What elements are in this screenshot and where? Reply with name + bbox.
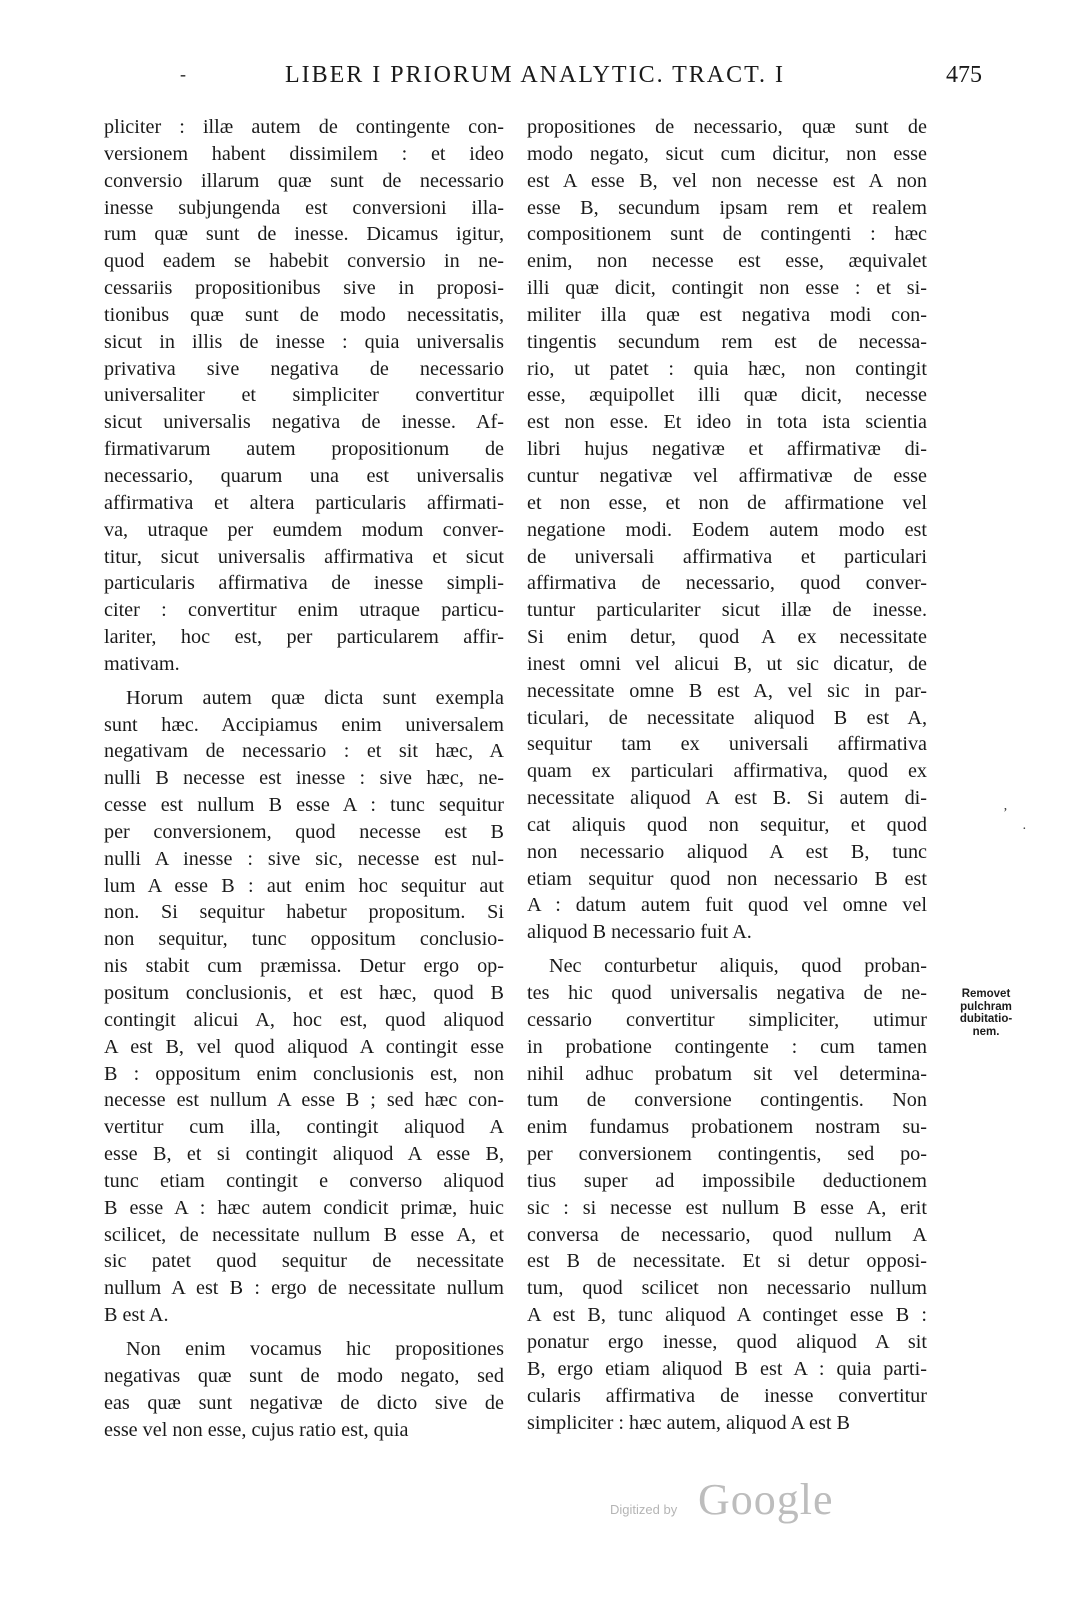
text-line: affirmativa et altera particularis affirmati- (104, 491, 504, 514)
text-line: cessario convertitur simpliciter, utimur (527, 1008, 927, 1031)
text-line: et non esse, et non de affirmatione vel (527, 491, 927, 514)
text-line: sunt hæc. Accipiamus enim universalem (104, 713, 504, 736)
text-line: universaliter et simpliciter convertitur (104, 384, 504, 407)
text-line: sic : si necesse est nullum B esse A, erit (527, 1196, 927, 1219)
text-line: nullum A est B : ergo de necessitate nullum (104, 1277, 504, 1300)
text-line: rum quæ sunt de inesse. Dicamus igitur, (104, 223, 504, 246)
text-line: non. Si sequitur habetur propositum. Si (104, 901, 504, 924)
text-line: firmativarum autem propositionum de (104, 438, 504, 461)
text-line: tum, quod scilicet non necessario nullum (527, 1277, 927, 1300)
text-line: contingit alicui A, hoc est, quod aliquod (104, 1008, 504, 1031)
text-line: compositionem sunt de contingenti : hæc (527, 223, 927, 246)
text-line: est non esse. Et ideo in tota ista scientia (527, 411, 927, 434)
text-line: eas quæ sunt negativæ de dicto sive de (104, 1391, 504, 1414)
text-line: cessariis propositionibus sive in proposi- (104, 277, 504, 300)
text-line: aliquod B necessario fuit A. (527, 921, 752, 944)
text-line: simpliciter : hæc autem, aliquod A est B (527, 1411, 850, 1434)
text-line: negativam de necessario : et sit hæc, A (104, 740, 504, 763)
text-line: conversa de necessario, quod nullum A (527, 1223, 927, 1246)
text-line: Non enim vocamus hic propositiones (126, 1337, 504, 1360)
left-text-column (104, 114, 504, 1443)
text-line: esse B, secundum ipsam rem et realem (527, 196, 927, 219)
text-line: positum conclusionis, et est hæc, quod B (104, 982, 504, 1004)
page-header (0, 62, 1070, 96)
margin-note: Removet pulchram dubitatio-nem. (959, 988, 1013, 1038)
text-line: Si enim detur, quod A ex necessitate (527, 626, 927, 649)
text-line: illi quæ dicit, contingit non esse : et si- (527, 277, 927, 300)
text-line: particularis affirmativa de inesse simpli- (104, 572, 504, 595)
text-line: inesse subjungenda est conversioni illa- (104, 196, 504, 219)
text-line: B est A. (104, 1304, 169, 1327)
digitized-watermark (610, 1474, 850, 1534)
google-logo: Google (698, 1475, 834, 1524)
text-line: vertitur cum illa, contingit aliquod A (104, 1116, 504, 1139)
text-line: tes hic quod universalis negativa de ne- (527, 982, 927, 1004)
text-line: enim fundamus probationem nostram su- (527, 1116, 927, 1139)
text-line: nulli A inesse : sive sic, necesse est nul- (104, 847, 504, 870)
text-line: esse B, et si contingit aliquod A esse B, (104, 1143, 504, 1166)
text-line: necesse est nullum A esse B ; sed hæc con- (104, 1089, 504, 1112)
text-line: propositiones de necessario, quæ sunt de (527, 116, 927, 138)
text-line: militer illa quæ est negativa modi con- (527, 303, 927, 326)
running-title: LIBER I PRIORUM ANALYTIC. TRACT. I (284, 62, 786, 88)
text-line: est A esse B, vel non necesse est A non (527, 169, 927, 192)
text-line: sequitur tam ex universali affirmativa (527, 733, 927, 756)
text-line: va, utraque per eumdem modum conver- (104, 518, 504, 541)
text-line: tingentis secundum rem est de necessa- (527, 330, 927, 353)
text-line: affirmativa de necessario, quod conver- (527, 572, 927, 595)
text-line: cat aliquis quod non sequitur, et quod (527, 813, 927, 836)
text-line: quod eadem se habebit conversio in ne- (104, 250, 504, 273)
text-line: sicut in illis de inesse : quia universalis (104, 330, 504, 353)
text-line: necessario, quarum una est universalis (104, 464, 504, 487)
text-line: enim, non necesse est esse, æquivalet (527, 250, 927, 273)
text-line: non necessario aliquod A est B, tunc (527, 840, 927, 863)
text-line: citer : convertitur enim utraque particu- (104, 599, 504, 622)
text-line: nulli B necesse est inesse : sive hæc, ne- (104, 767, 504, 790)
text-line: etiam sequitur quod non necessario B est (527, 867, 927, 890)
text-line: per conversionem contingentis, sed po- (527, 1143, 927, 1166)
text-line: negativas quæ sunt de modo negato, sed (104, 1364, 504, 1387)
text-line: in probatione contingente : cum tamen (527, 1035, 927, 1058)
text-line: esse vel non esse, cujus ratio est, quia (104, 1418, 409, 1441)
text-line: esse, æquipollet illi quæ dicit, necesse (527, 384, 927, 407)
text-line: scilicet, de necessitate nullum B esse A, et (104, 1223, 504, 1246)
text-line: necessitate omne B est A, vel sic in par- (527, 679, 927, 702)
text-line: pliciter : illæ autem de contingente con- (104, 116, 504, 138)
text-line: lariter, hoc est, per particularem affir- (104, 626, 504, 649)
text-line: conversio illarum quæ sunt de necessario (104, 169, 504, 192)
text-line: necessitate aliquod A est B. Si autem di- (527, 787, 927, 810)
text-line: per conversionem, quod necesse est B (104, 820, 504, 843)
text-line: tuntur particulariter sicut illæ de inesse. (527, 599, 927, 622)
text-line: privativa sive negativa de necessario (104, 357, 504, 380)
text-line: de universali affirmativa et particulari (527, 545, 927, 568)
text-line: sic patet quod sequitur de necessitate (104, 1250, 504, 1273)
text-line: cesse est nullum B esse A : tunc sequitur (104, 794, 504, 817)
text-line: quam ex particulari affirmativa, quod ex (527, 760, 927, 783)
text-line: cularis affirmativa de inesse convertitur (527, 1384, 927, 1407)
text-line: versionem habent dissimilem : et ideo (104, 142, 504, 165)
text-line: est B de necessitate. Et si detur opposi- (527, 1250, 927, 1273)
text-line: tum de conversione contingentis. Non (527, 1089, 927, 1112)
text-line: B esse A : hæc autem condicit primæ, huic (104, 1196, 504, 1219)
text-line: ponatur ergo inesse, quod aliquod A sit (527, 1330, 927, 1353)
text-line: inest omni vel alicui B, ut sic dicatur, de (527, 652, 927, 675)
text-line: libri hujus negativæ et affirmativæ di- (527, 438, 927, 461)
text-line: B : oppositum enim conclusionis est, non (104, 1062, 504, 1085)
text-line: negatione modi. Eodem autem modo est (527, 518, 927, 541)
digitized-by-text: Digitized by (610, 1502, 678, 1517)
text-line: B, ergo etiam aliquod B est A : quia parti- (527, 1357, 927, 1380)
text-line: ticulari, de necessitate aliquod B est A, (527, 706, 927, 729)
text-line: A est B, tunc aliquod A continget esse B : (527, 1304, 927, 1327)
text-line: Nec conturbetur aliquis, quod proban- (549, 955, 927, 978)
text-line: modo negato, sicut cum dicitur, non esse (527, 142, 927, 165)
text-line: nis stabit cum præmissa. Detur ergo op- (104, 955, 504, 978)
text-line: A : datum autem fuit quod vel omne vel (527, 894, 927, 917)
text-line: tionibus quæ sunt de modo necessitatis, (104, 303, 504, 326)
text-line: rio, ut patet : quia hæc, non contingit (527, 357, 927, 380)
text-line: sicut universalis negativa de inesse. Af- (104, 411, 504, 434)
text-line: titur, sicut universalis affirmativa et sicut (104, 545, 504, 568)
page-number: 475 (946, 62, 982, 88)
text-line: mativam. (104, 652, 180, 675)
text-line: cuntur negativæ vel affirmativæ de esse (527, 464, 927, 487)
text-line: Horum autem quæ dicta sunt exempla (126, 686, 504, 709)
stray-mark: · (1022, 822, 1027, 837)
text-line: lum A esse B : aut enim hoc sequitur aut (104, 874, 504, 897)
text-line: tius super ad impossibile deductionem (527, 1169, 927, 1192)
text-line: tunc etiam contingit e converso aliquod (104, 1169, 504, 1192)
right-text-column (527, 114, 927, 1436)
text-line: non sequitur, tunc oppositum conclusio- (104, 928, 504, 951)
stray-mark: ʼ (1003, 806, 1008, 821)
header-dash: - (180, 64, 186, 84)
text-line: nihil adhuc probatum sit vel determina- (527, 1062, 927, 1085)
text-line: A est B, vel quod aliquod A contingit esse (104, 1035, 504, 1058)
